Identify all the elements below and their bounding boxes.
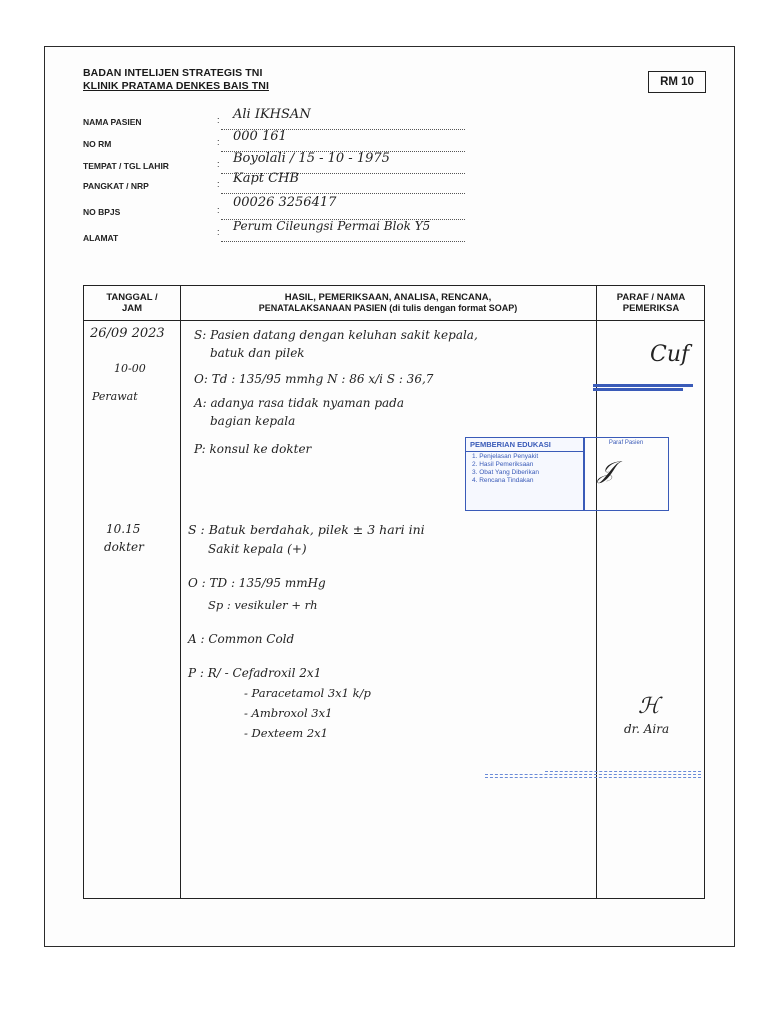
entry2-plan: P : R/ - Cefadroxil 2x1 [188,666,322,680]
patient-signature: 𝒥 [598,456,615,484]
stamp-line [485,777,701,778]
col-header-sign-line2: PEMERIKSA [622,303,680,314]
entry1-unit: Perawat [92,390,138,403]
record-number: 000 161 [233,129,287,144]
entry2-plan-item: - Paracetamol 3x1 k/p [244,686,371,700]
doctor-stamp [485,769,701,780]
stamp-line [485,774,701,775]
col-header-sign [596,286,706,320]
col-header-date [84,286,180,320]
field-label-name: NAMA PASIEN [83,117,142,127]
field-label-rank: PANGKAT / NRP [83,181,149,191]
clinic-name: KLINIK PRATAMA DENKES BAIS TNI [83,80,269,92]
entry1-time: 10-00 [114,362,146,375]
stamp-line [593,388,683,391]
colon: : [217,227,220,237]
org-name: BADAN INTELIJEN STRATEGIS TNI [83,67,263,79]
doctor-signature: ℋ [638,694,660,719]
patient-name: Ali IKHSAN [233,107,311,122]
col-header-date-line1: TANGGAL / [106,292,158,303]
education-item: 2. Hasil Pemeriksaan [472,461,534,468]
entry1-plan: P: konsul ke dokter [194,442,312,456]
bpjs-number: 00026 3256417 [233,195,337,210]
rank-nrp: Kapt CHB [233,171,299,186]
field-label-birth: TEMPAT / TGL LAHIR [83,161,169,171]
nurse-stamp [593,383,693,392]
field-label-rm: NO RM [83,139,112,149]
header-divider [84,320,704,321]
entry2-subjective-cont: Sakit kepala (+) [208,542,307,556]
patient-paraf-label: Paraf Pasien [608,440,644,446]
column-divider [596,286,597,898]
doctor-name-handwritten: dr. Aira [624,722,670,736]
entry2-unit: dokter [104,540,144,554]
field-label-address: ALAMAT [83,233,119,243]
address: Perum Cileungsi Permai Blok Y5 [233,219,431,233]
colon: : [217,205,220,215]
colon: : [217,115,220,125]
education-item: 1. Penjelasan Penyakit [472,453,539,460]
colon: : [217,159,220,169]
dotted-line [221,241,465,242]
entry2-plan-item: - Dexteem 2x1 [244,726,328,740]
colon: : [217,179,220,189]
entry2-objective: O : TD : 135/95 mmHg [188,576,326,590]
soap-table [83,285,705,899]
entry2-objective-cont: Sp : vesikuler + rh [208,598,318,612]
entry1-subjective-cont: batuk dan pilek [210,346,305,360]
entry2-plan-item: - Ambroxol 3x1 [244,706,333,720]
colon: : [217,137,220,147]
birth-place-date: Boyolali / 15 - 10 - 1975 [233,151,390,166]
entry2-time: 10.15 [106,522,141,536]
dotted-line [221,193,465,194]
education-stamp-title: PEMBERIAN EDUKASI [466,438,584,452]
education-item: 4. Rencana Tindakan [472,477,534,484]
medical-record-sheet [44,46,735,947]
col-header-date-line2: JAM [121,303,143,314]
stamp-line [545,771,701,772]
entry1-nurse-signature: Cuf [650,342,690,367]
entry2-assessment: A : Common Cold [188,632,295,646]
entry2-subjective: S : Batuk berdahak, pilek ± 3 hari ini [188,522,425,537]
column-divider [180,286,181,898]
entry1-assessment: A: adanya rasa tidak nyaman pada [194,396,404,410]
patient-paraf-stamp [583,437,669,511]
entry1-objective: O: Td : 135/95 mmhg N : 86 x/i S : 36,7 [194,372,434,386]
education-item: 3. Obat Yang Diberikan [472,469,539,476]
stamp-line [593,384,693,387]
col-header-sign-line1: PARAF / NAMA [616,292,686,303]
form-code-badge: RM 10 [648,71,706,93]
education-stamp [465,437,585,511]
field-label-bpjs: NO BPJS [83,207,121,217]
entry1-assessment-cont: bagian kepala [210,414,296,428]
entry1-subjective: S: Pasien datang dengan keluhan sakit kepala, [194,328,478,342]
col-header-notes-line2: PENATALAKSANAAN PASIEN (di tulis dengan format SOAP) [258,303,518,313]
col-header-notes-line1: HASIL, PEMERIKSAAN, ANALISA, RENCANA, [284,292,492,303]
entry1-date: 26/09 2023 [90,326,165,341]
col-header-notes [180,286,596,320]
